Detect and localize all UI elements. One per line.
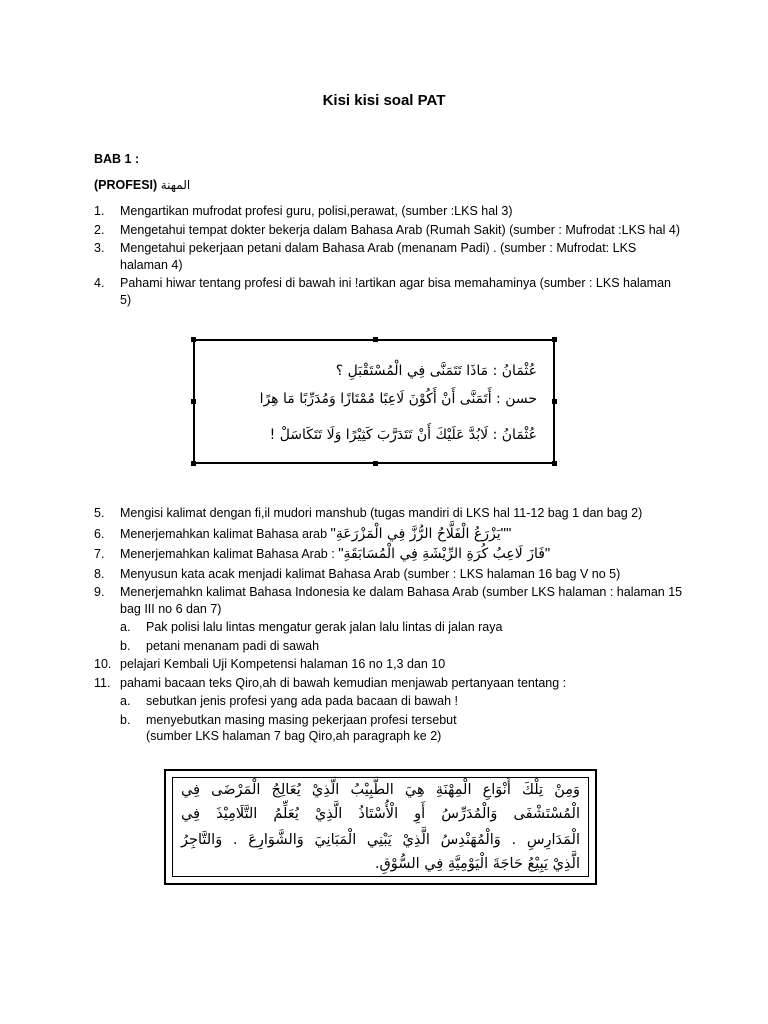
list-item: 7. Menerjemahkan kalimat Bahasa Arab : "فَازَ لَاعِبُ كُرَةِ الرِّيْشَةِ فِي الْمُسَابَقَةِ" (94, 545, 551, 562)
list-item: 2. Mengetahui tempat dokter bekerja dalam Bahasa Arab (Rumah Sakit) (sumber : Mufrodat :LKS hal 4) (94, 222, 681, 237)
list-subitem: a. Pak polisi lalu lintas mengatur gerak jalan lalu lintas di jalan raya (120, 620, 503, 634)
dialogue-line: حسن : أَتَمَنَّى أَنْ أَكُوْنَ لَاعِبًا مُمْتَازًا وَمُدَرِّبًا مَا هِرًا (259, 391, 537, 407)
profession-heading (94, 178, 190, 192)
resize-handle (552, 337, 557, 342)
resize-handle (191, 399, 196, 404)
reading-line: الَّذِيْ يَبِيْعُ حَاجَةَ الْيَوْمِيَّةِ فِي السُّوْقِ. (374, 856, 580, 872)
resize-handle (373, 461, 378, 466)
list-item: 8. Menyusun kata acak menjadi kalimat Bahasa Arab (sumber : LKS halaman 16 bag V no 5) (94, 566, 621, 581)
page-title: Kisi kisi soal PAT (322, 92, 446, 109)
list-item: 1. Mengartikan mufrodat profesi guru, polisi,perawat, (sumber :LKS hal 3) (94, 204, 513, 218)
list-item: 10. pelajari Kembali Uji Kompetensi halaman 16 no 1,3 dan 10 (94, 657, 446, 671)
dialogue-line: عُثْمَانُ : مَاذَا تَتَمَنَّى فِي الْمُسْتَقْبَلِ ؟ (335, 363, 537, 379)
dialogue-line: عُثْمَانُ : لَابُدَّ عَلَيْكَ أَنْ تَتَدَرَّبَ كَثِيْرًا وَلَا تَتَكَاسَلْ ! (269, 427, 537, 443)
resize-handle (373, 337, 378, 342)
list-item: 11. pahami bacaan teks Qiro,ah di bawah kemudian menjawab pertanyaan tentang : (94, 675, 567, 690)
reading-line: الْمَدَارِسِ . وَالْمُهَنْدِسُ الَّذِيْ يَبْنِي الْمَبَانِيَ وَالشَّوَارِعَ . وَالتَّاجِرُ (181, 832, 580, 848)
item-list-bottom (94, 505, 684, 745)
reading-text-box (164, 769, 597, 885)
item-list-top (94, 203, 684, 308)
list-item: 3. Mengetahui pekerjaan petani dalam Bahasa Arab (menanam Padi) . (sumber : Mufrodat: LKS halaman 4) (94, 241, 637, 272)
resize-handle (552, 399, 557, 404)
resize-handle (191, 461, 196, 466)
list-subitem: b. petani menanam padi di sawah (120, 638, 320, 653)
list-subitem: b. menyebutkan masing masing pekerjaan profesi tersebut (120, 712, 457, 727)
list-subitem: a. sebutkan jenis profesi yang ada pada bacaan di bawah ! (120, 694, 459, 708)
arabic-sentence: يَزْرَعُ الْفَلَّاحُ الرُّزَّ فِي الْمَزْرَعَةِ (335, 525, 501, 542)
source-note: (sumber LKS halaman 7 bag Qiro,ah paragraph ke 2) (146, 729, 442, 743)
reading-line: الْمُسْتَشْفَى وَالْمُدَرِّسُ أَوِ الْأُسْتَاذُ الَّذِيْ يُعَلِّمُ التَّلَامِيْذَ فِي (181, 806, 580, 822)
profession-latin: (PROFESI) (94, 178, 158, 192)
reading-inner-frame (172, 777, 589, 877)
arabic-sentence: فَازَ لَاعِبُ كُرَةِ الرِّيْشَةِ فِي الْمُسَابَقَةِ (343, 546, 545, 562)
list-item: 4. Pahami hiwar tentang profesi di bawah ini !artikan agar bisa memahaminya (sumber : LKS halaman 5) (94, 276, 671, 307)
profession-arabic: المهنة (160, 178, 191, 192)
reading-line: وَمِنْ تِلْكَ أَنْوَاعِ الْمِهْنَةِ هِيَ الطَّبِيْبُ الَّذِيْ يُعَالِجُ الْمَرْضَى فِي (181, 782, 580, 798)
resize-handle (191, 337, 196, 342)
chapter-heading: BAB 1 : (94, 152, 140, 166)
list-item: 6. Menerjemahkan kalimat Bahasa arab "يَزْرَعُ الْفَلَّاحُ الرُّزَّ فِي الْمَزْرَعَةِ"" (94, 524, 512, 542)
list-item: 5. Mengisi kalimat dengan fi,il mudori manshub (tugas mandiri di LKS hal 11-12 bag 1 dan bag 2) (94, 506, 643, 520)
dialogue-box (193, 339, 555, 464)
resize-handle (552, 461, 557, 466)
list-item: 9. Menerjemahkn kalimat Bahasa Indonesia ke dalam Bahasa Arab (sumber LKS halaman : halaman 15 bag III no 6 dan 7) (94, 585, 683, 616)
